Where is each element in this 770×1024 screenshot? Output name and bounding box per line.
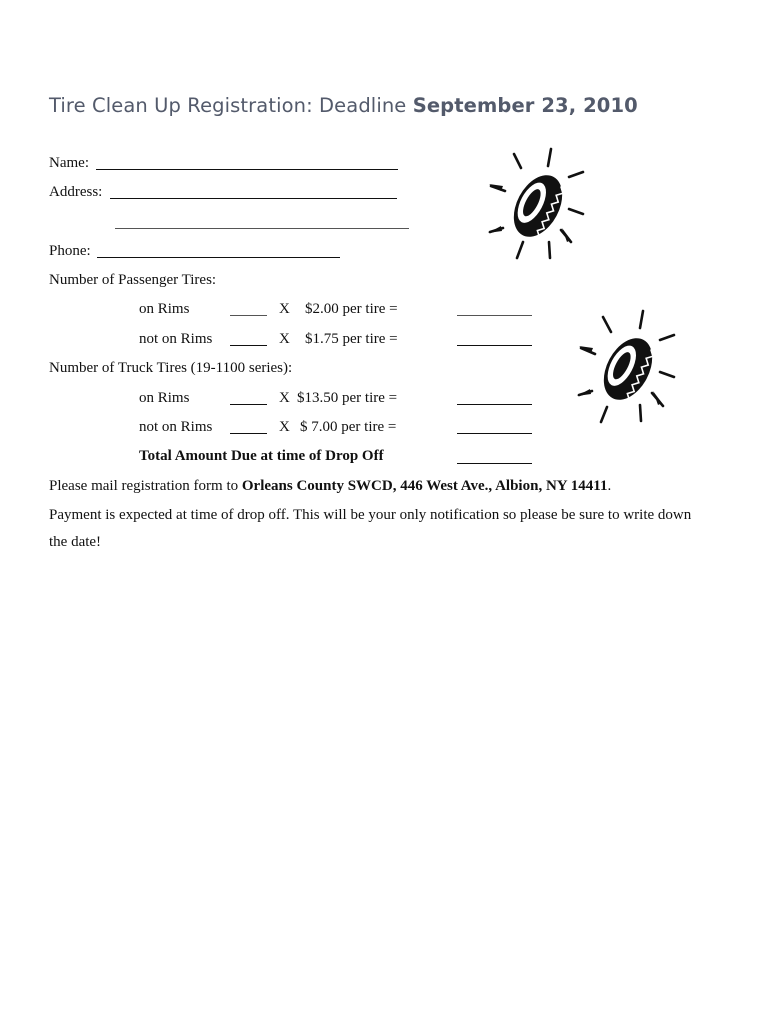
name-label: Name: xyxy=(49,155,89,171)
passenger-on-rims-label: on Rims xyxy=(139,301,190,317)
payment-note-line-2: the date! xyxy=(49,534,102,550)
name-field[interactable] xyxy=(96,169,398,170)
address-field[interactable] xyxy=(110,198,397,199)
multiply-sign: X xyxy=(279,301,290,317)
passenger-not-on-rims-qty[interactable] xyxy=(230,345,267,346)
payment-note-line-1: Payment is expected at time of drop off. This will be your only notification so please be sure to write down xyxy=(49,507,692,523)
page-title xyxy=(49,94,638,117)
truck-not-on-rims-label: not on Rims xyxy=(139,419,213,435)
truck-not-on-rims-subtotal[interactable] xyxy=(457,433,532,434)
tire-icon xyxy=(483,144,593,266)
truck-heading: Number of Truck Tires (19-1100 series): xyxy=(49,360,293,376)
deadline-date: September 23, 2010 xyxy=(412,94,638,117)
passenger-not-on-rims-price: $1.75 per tire = xyxy=(305,331,398,347)
multiply-sign: X xyxy=(279,419,290,435)
truck-not-on-rims-qty[interactable] xyxy=(230,433,267,434)
passenger-heading: Number of Passenger Tires: xyxy=(49,272,217,288)
truck-on-rims-qty[interactable] xyxy=(230,404,267,405)
truck-on-rims-subtotal[interactable] xyxy=(457,404,532,405)
phone-field[interactable] xyxy=(97,257,340,258)
mail-prefix: Please mail registration form to xyxy=(49,478,242,494)
passenger-on-rims-price: $2.00 per tire = xyxy=(305,301,398,317)
title-prefix: Tire Clean Up Registration: Deadline xyxy=(49,94,413,117)
passenger-on-rims-subtotal[interactable] xyxy=(457,315,532,316)
mail-address: Orleans County SWCD, 446 West Ave., Albion, NY 14411 xyxy=(241,478,608,494)
passenger-on-rims-qty[interactable] xyxy=(230,315,267,316)
multiply-sign: X xyxy=(279,390,290,406)
address-field-line-2[interactable] xyxy=(115,228,409,229)
mail-instructions xyxy=(49,477,611,495)
truck-not-on-rims-price: $ 7.00 per tire = xyxy=(300,419,397,435)
address-label: Address: xyxy=(49,184,103,200)
phone-label: Phone: xyxy=(49,243,91,259)
truck-on-rims-label: on Rims xyxy=(139,390,190,406)
truck-on-rims-price: $13.50 per tire = xyxy=(297,390,398,406)
total-amount-field[interactable] xyxy=(457,463,532,464)
mail-suffix: . xyxy=(607,478,612,494)
total-label: Total Amount Due at time of Drop Off xyxy=(139,448,384,464)
passenger-not-on-rims-subtotal[interactable] xyxy=(457,345,532,346)
tire-icon xyxy=(570,305,680,427)
multiply-sign: X xyxy=(279,331,290,347)
passenger-not-on-rims-label: not on Rims xyxy=(139,331,213,347)
